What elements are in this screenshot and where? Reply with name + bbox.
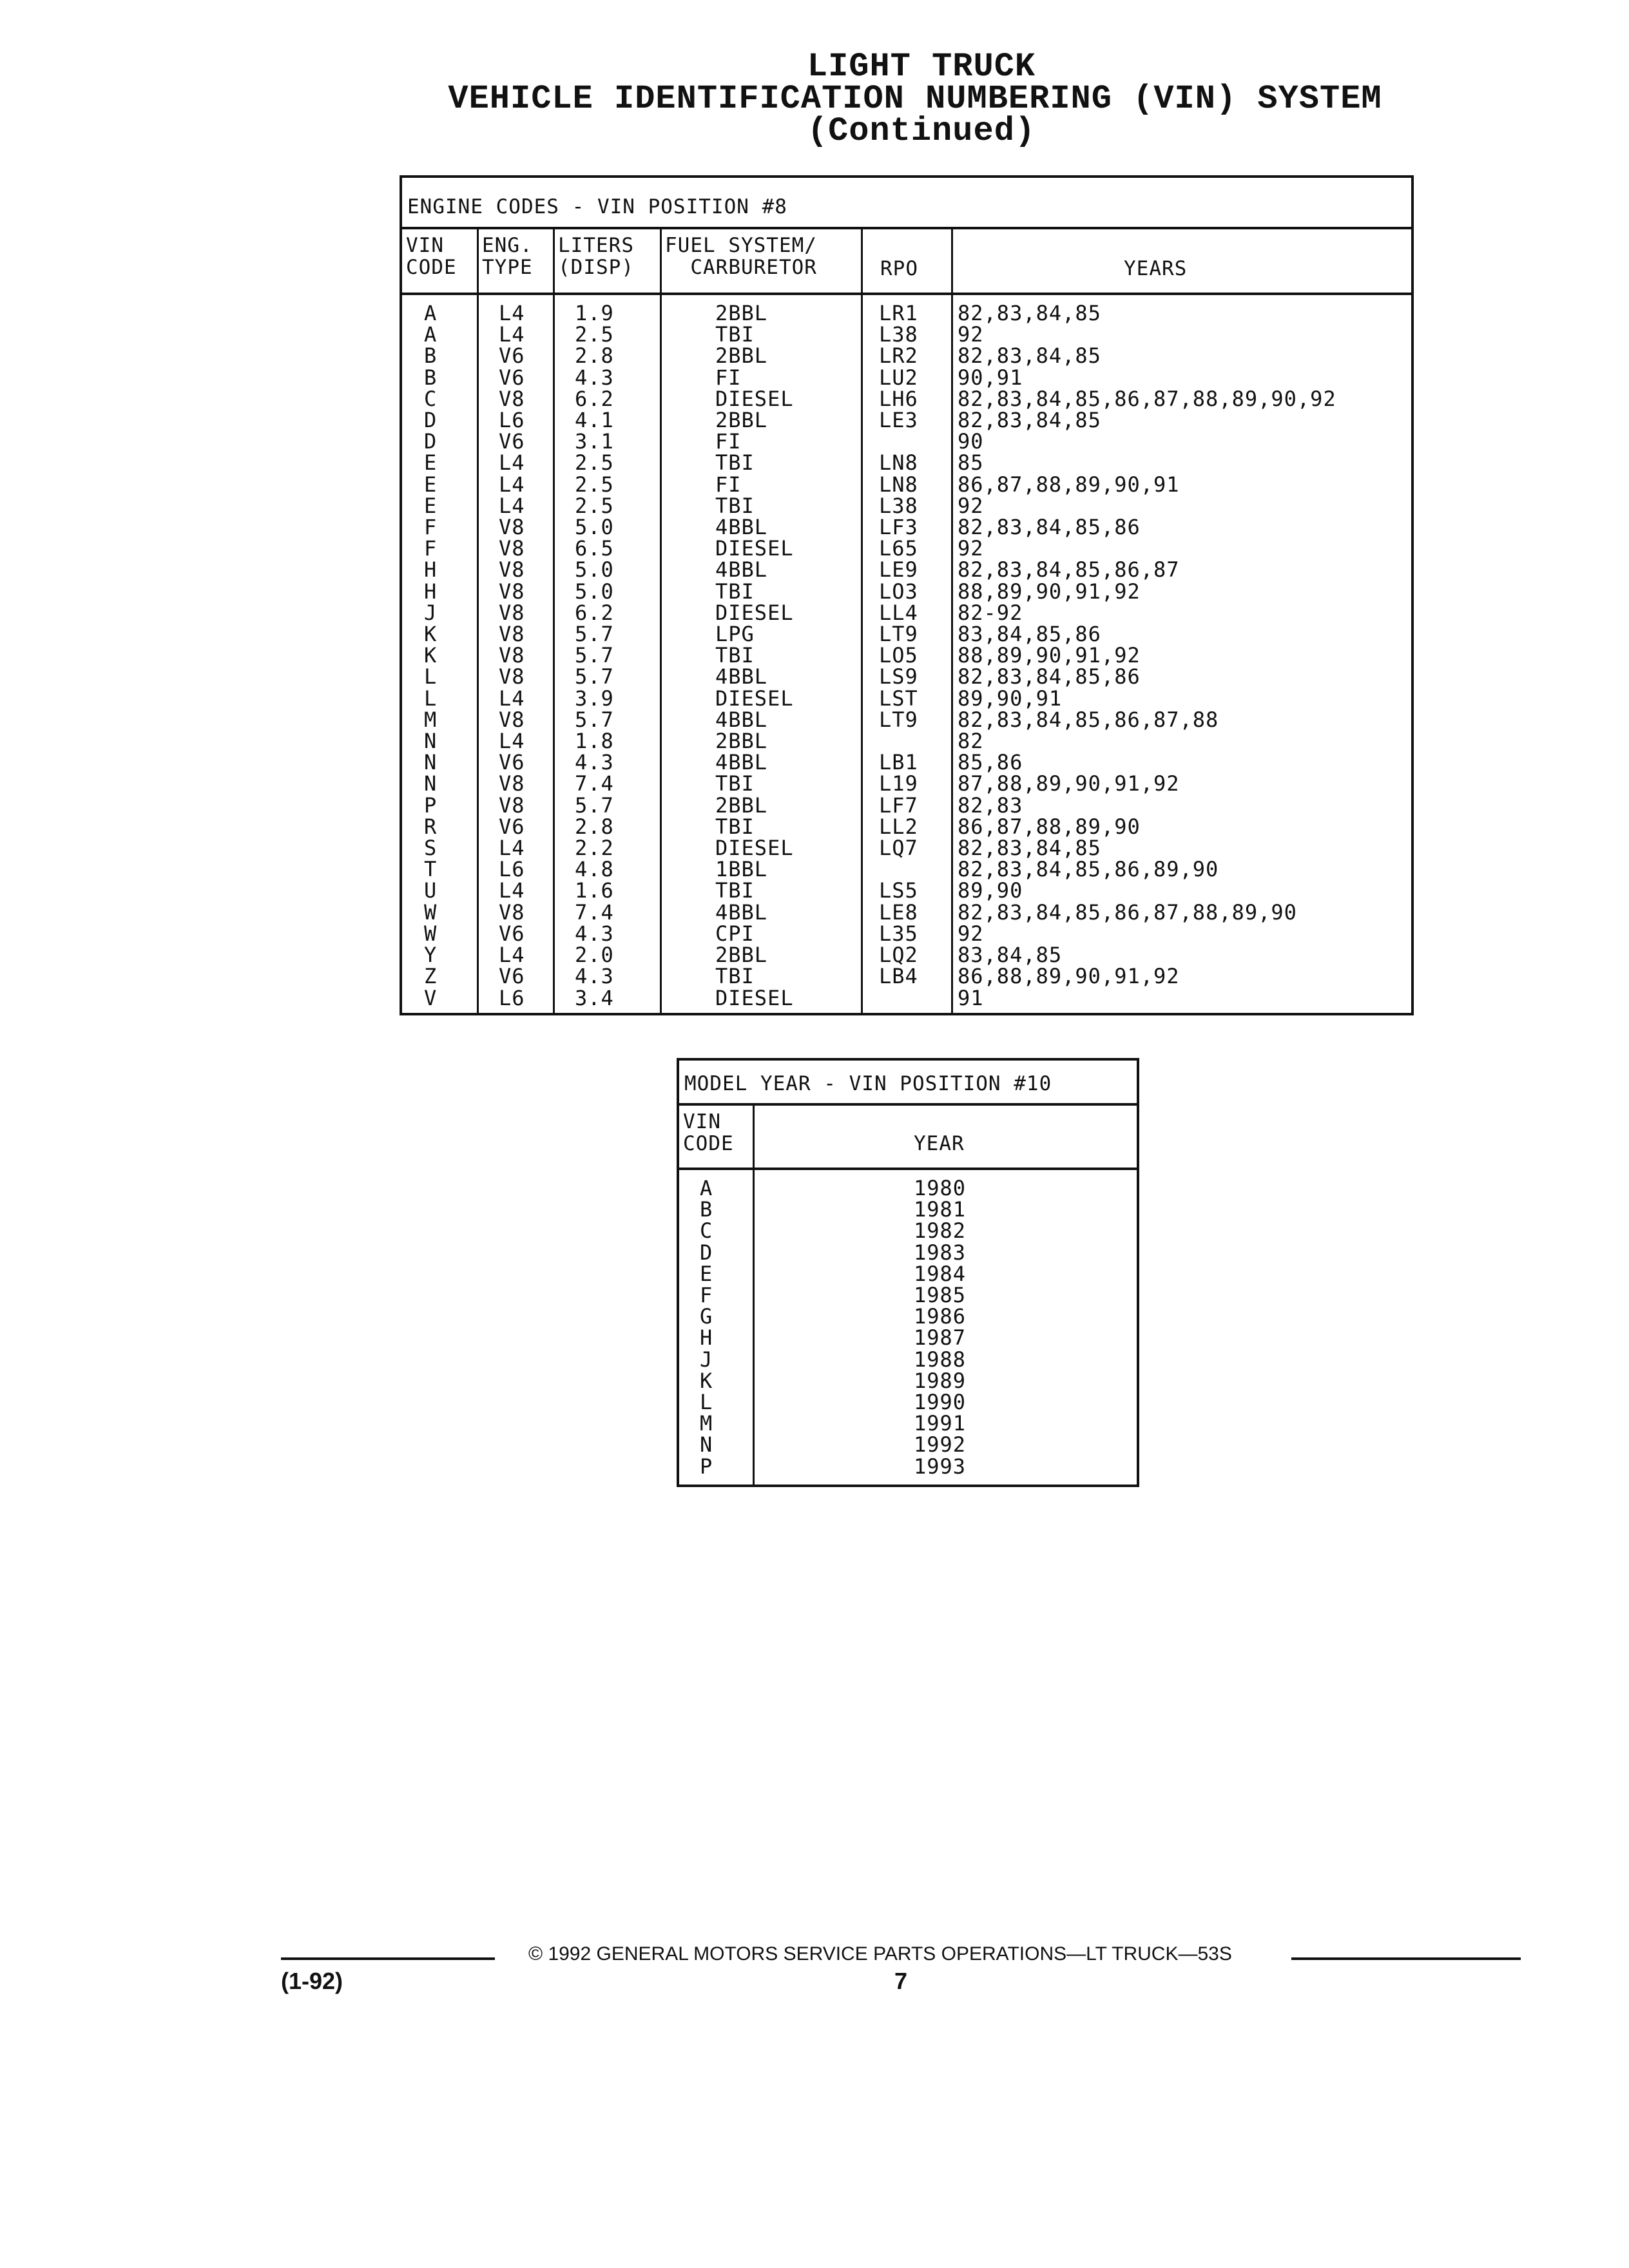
header-vin-code: VIN CODE bbox=[683, 1110, 734, 1155]
column-eng-type: L4 L4 V6 V6 V8 L6 V6 L4 L4 L4 V8 V8 V8 V8 V8 V8 V8 V8 L4 V8 L4 V6 V8 V8 V6 L4 L6 L4 V8 V6 L4 V6 L6 bbox=[499, 301, 525, 1010]
footer-rule-right bbox=[1291, 1957, 1521, 1960]
model-year-table bbox=[677, 1058, 1139, 1487]
year-table-header bbox=[679, 1106, 1137, 1170]
header-liters-disp: LITERS (DISP) bbox=[558, 234, 634, 279]
header-vin-code: VIN CODE bbox=[406, 234, 457, 279]
header-year: YEAR bbox=[914, 1132, 965, 1155]
column-vin-code: A B C D E F G H J K L M N P bbox=[700, 1176, 713, 1479]
column-year: 1980 1981 1982 1983 1984 1985 1986 1987 1988 1989 1990 1991 1992 1993 bbox=[914, 1176, 967, 1479]
column-divider bbox=[951, 229, 953, 1013]
header-eng-type: ENG. TYPE bbox=[482, 234, 533, 279]
header-years: YEARS bbox=[1124, 257, 1188, 280]
column-divider bbox=[861, 229, 863, 1013]
header-fuel-system: FUEL SYSTEM/ CARBURETOR bbox=[665, 234, 817, 279]
year-table-caption: MODEL YEAR - VIN POSITION #10 bbox=[679, 1061, 1137, 1106]
column-divider bbox=[753, 1106, 755, 1485]
page-title-line-3: (Continued) bbox=[807, 112, 1036, 150]
page-title-line-2: VEHICLE IDENTIFICATION NUMBERING (VIN) SYSTEM bbox=[448, 80, 1382, 118]
column-divider bbox=[553, 229, 555, 1013]
engine-table-caption: ENGINE CODES - VIN POSITION #8 bbox=[402, 178, 1411, 229]
engine-codes-table bbox=[400, 175, 1414, 1015]
column-fuel-system: 2BBL TBI 2BBL FI DIESEL 2BBL FI TBI FI TBI 4BBL DIESEL 4BBL TBI DIESEL LPG TBI 4BBL DIESEL 4BBL 2BBL 4BBL TBI 2BBL TBI DIESEL 1BBL TBI 4BBL CPI 2BBL TBI DIESEL bbox=[715, 301, 794, 1010]
footer-date-code: (1-92) bbox=[281, 1968, 343, 1994]
footer-copyright: © 1992 GENERAL MOTORS SERVICE PARTS OPERATIONS—LT TRUCK—53S bbox=[528, 1943, 1232, 1965]
column-divider bbox=[477, 229, 479, 1013]
column-rpo: LR1 L38 LR2 LU2 LH6 LE3 LN8 LN8 L38 LF3 L65 LE9 LO3 LL4 LT9 LO5 LS9 LST LT9 LB1 L19 LF7 LL2 LQ7 LS5 LE8 L35 LQ2 LB4 bbox=[879, 301, 918, 989]
page-number: 7 bbox=[894, 1968, 908, 1994]
header-rpo: RPO bbox=[880, 257, 918, 280]
footer-rule-left bbox=[281, 1957, 495, 1960]
column-years: 82,83,84,85 92 82,83,84,85 90,91 82,83,84,85,86,87,88,89,90,92 82,83,84,85 90 85 86,87,88,89,90,91 92 82,83,84,85,86 92 82,83,84,85,86,87 88,89,90,91,92 82-92 83,84,85,86 88,89,90,91,92 82,83,84,85,86 89,90,91 82,83,84,85,86,87,88 82 85,86 87,88,89,90,91,92 82,83 86,87,88,89,90 82,83,84,85 82,83,84,85,86,89,90 89,90 82,83,84,85,86,87,88,89,90 92 83,84,85 86,88,89,90,91,92 91 bbox=[958, 301, 1336, 1010]
page-title-line-1: LIGHT TRUCK bbox=[807, 48, 1036, 86]
column-vin-code: A A B B C D D E E E F F H H J K K L L M N N N P R S T U W W Y Z V bbox=[424, 301, 438, 1010]
column-liters: 1.9 2.5 2.8 4.3 6.2 4.1 3.1 2.5 2.5 2.5 5.0 6.5 5.0 5.0 6.2 5.7 5.7 5.7 3.9 5.7 1.8 4.3 7.4 5.7 2.8 2.2 4.8 1.6 7.4 4.3 2.0 4.3 3.4 bbox=[575, 301, 614, 1010]
column-divider bbox=[660, 229, 662, 1013]
